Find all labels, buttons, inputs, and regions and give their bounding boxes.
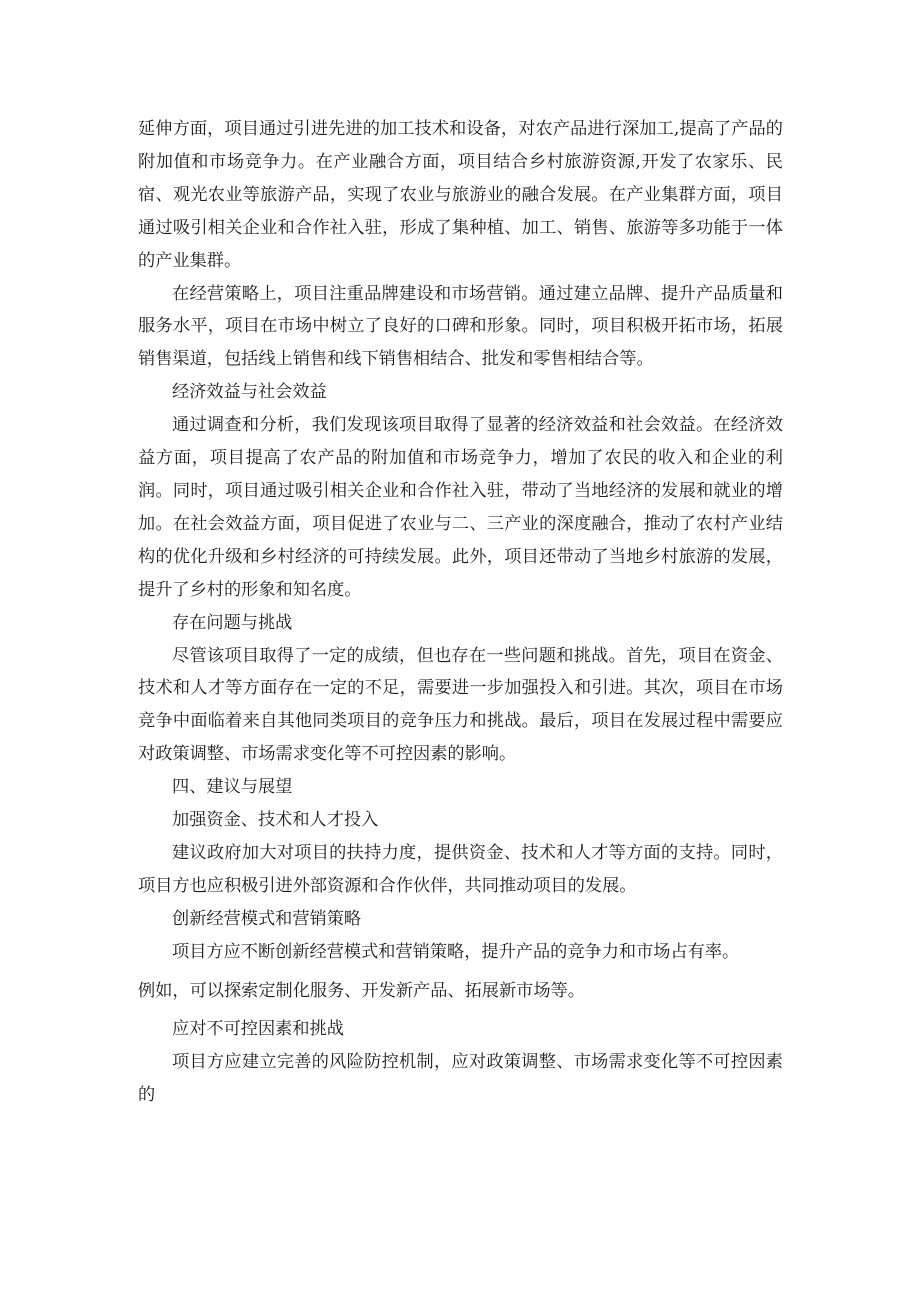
section-heading: 四、建议与展望 xyxy=(172,777,293,798)
body-paragraph: 通过调查和分析，我们发现该项目取得了显著的经济效益和社会效益。在经济效益方面，项目提高了农产品的附加值和市场竞争力，增加了农民的收入和企业的利润。同时，项目通过吸引相关企业和合作社入驻，带动了当地经济的发展和就业的增加。在社会效益方面，项目促进了农业与二、三产业的深度融合，推动了农村产业结构的优化升级和乡村经济的可持续发展。此外，项目还带动了当地乡村旅游的发展，提升了乡村的形象和知名度。 xyxy=(138,415,783,600)
section-heading: 加强资金、技术和人才投入 xyxy=(172,810,379,831)
document-page xyxy=(138,113,783,1112)
section-heading: 存在问题与挑战 xyxy=(172,612,293,633)
body-paragraph: 项目方应不断创新经营模式和营销策略，提升产品的竞争力和市场占有率。 xyxy=(172,941,740,962)
body-paragraph: 项目方应建立完善的风险防控机制，应对政策调整、市场需求变化等不可控因素的 xyxy=(138,1052,783,1106)
body-paragraph: 在经营策略上，项目注重品牌建设和市场营销。通过建立品牌、提升产品质量和服务水平，项目在市场中树立了良好的口碑和形象。同时，项目积极开拓市场，拓展销售渠道，包括线上销售和线下销售相结合、批发和零售相结合等。 xyxy=(138,283,783,370)
section-heading: 经济效益与社会效益 xyxy=(172,382,327,403)
body-paragraph: 例如，可以探索定制化服务、开发新产品、拓展新市场等。 xyxy=(138,980,585,1001)
section-heading: 应对不可控因素和挑战 xyxy=(172,1019,344,1040)
body-paragraph: 尽管该项目取得了一定的成绩，但也存在一些问题和挑战。首先，项目在资金、技术和人才等方面存在一定的不足，需要进一步加强投入和引进。其次，项目在市场竞争中面临着来自其他同类项目的竞争压力和挑战。最后，项目在发展过程中需要应对政策调整、市场需求变化等不可控因素的影响。 xyxy=(138,645,783,765)
body-paragraph: 延伸方面，项目通过引进先进的加工技术和设备，对农产品进行深加工,提高了产品的附加值和市场竞争力。在产业融合方面，项目结合乡村旅游资源,开发了农家乐、民宿、观光农业等旅游产品，实现了农业与旅游业的融合发展。在产业集群方面，项目通过吸引相关企业和合作社入驻，形成了集种植、加工、销售、旅游等多功能于一体的产业集群。 xyxy=(138,119,783,271)
body-paragraph: 建议政府加大对项目的扶持力度，提供资金、技术和人才等方面的支持。同时，项目方也应积极引进外部资源和合作伙伴，共同推动项目的发展。 xyxy=(138,842,783,896)
section-heading: 创新经营模式和营销策略 xyxy=(172,908,362,929)
